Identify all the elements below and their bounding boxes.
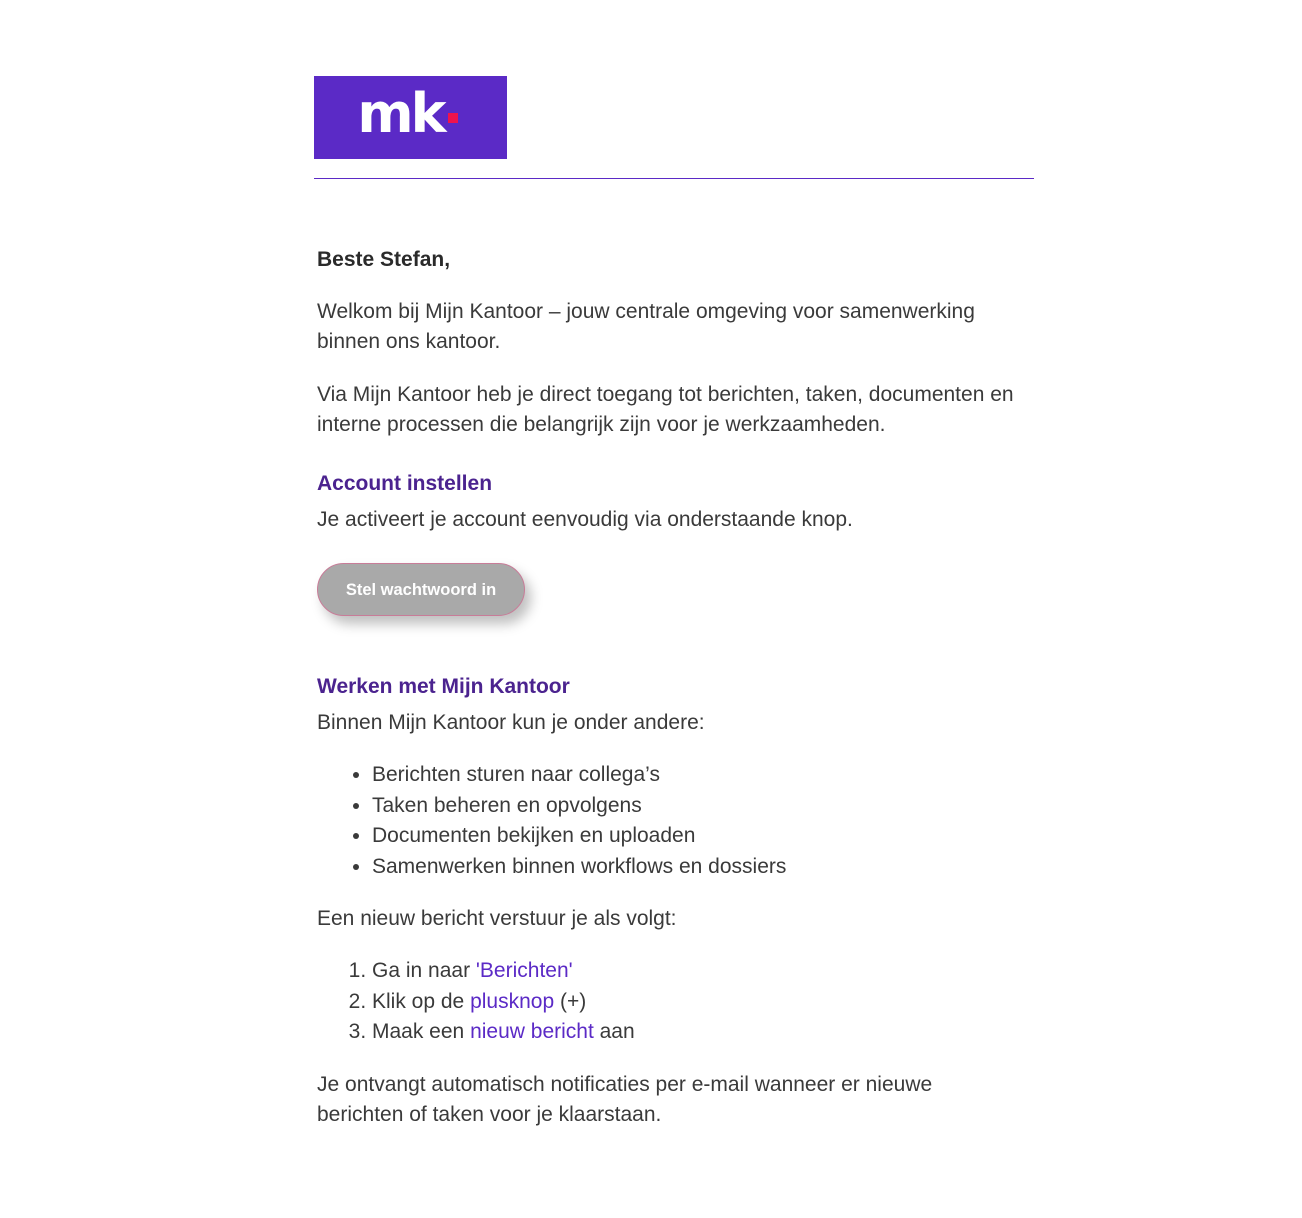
step-1-text: Ga in naar	[372, 959, 476, 982]
list-item: • Taken beheren en opvolgens	[372, 791, 1034, 822]
step-3-after: aan	[593, 1020, 635, 1043]
step-2-text: Klik op de	[372, 989, 471, 1013]
email-content	[314, 245, 1034, 1130]
step-1	[372, 956, 1034, 987]
account-heading: Account instellen	[317, 472, 493, 495]
werken-intro: Binnen Mijn Kantoor kun je onder andere:	[317, 711, 705, 734]
email-body	[314, 76, 1034, 1130]
feature-list	[317, 760, 1034, 882]
step-2	[372, 987, 1034, 1018]
berichten-link[interactable]: 'Berichten'	[475, 959, 573, 982]
intro-paragraph-2: Via Mijn Kantoor heb je direct toegang tot berichten, taken, documenten en interne processen die belangrijk zijn voor je werkzaamheden.	[317, 383, 1014, 436]
steps-list	[317, 956, 1034, 1048]
header-divider	[314, 178, 1034, 179]
list-item: • Berichten sturen naar collega’s	[372, 760, 1034, 791]
step-2-after: (+)	[554, 989, 587, 1013]
plusknop-link[interactable]: plusknop	[470, 989, 555, 1013]
logo-dot	[448, 113, 458, 123]
account-text: Je activeert je account eenvoudig via onderstaande knop.	[317, 508, 853, 531]
closing-paragraph: Je ontvangt automatisch notificaties per e-mail wanneer er nieuwe berichten of taken voor je klaarstaan.	[317, 1072, 933, 1126]
logo-text: mk	[357, 81, 444, 145]
werken-heading: Werken met Mijn Kantoor	[317, 675, 570, 698]
step-3	[372, 1017, 1034, 1048]
nieuw-bericht-link[interactable]: nieuw bericht	[470, 1020, 594, 1043]
intro-paragraph-1: Welkom bij Mijn Kantoor – jouw centrale omgeving voor samenwerking binnen ons kantoor.	[317, 300, 975, 353]
mijn-kantoor-logo	[314, 76, 507, 159]
list-item: • Documenten bekijken en uploaden	[372, 821, 1034, 852]
step-3-text: Maak een	[372, 1020, 471, 1043]
list-item: • Samenwerken binnen workflows en dossiers	[372, 852, 1034, 883]
steps-intro: Een nieuw bericht verstuur je als volgt:	[317, 907, 677, 930]
set-password-button[interactable]: Stel wachtwoord in	[317, 563, 525, 616]
greeting: Beste Stefan,	[317, 248, 451, 271]
